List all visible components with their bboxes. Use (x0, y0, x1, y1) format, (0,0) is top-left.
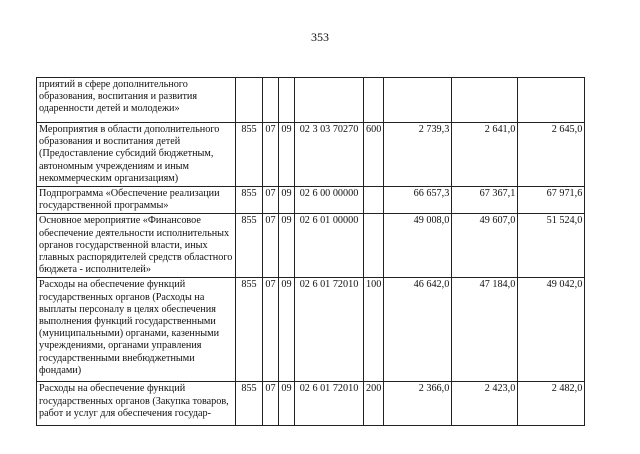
amount-year-3: 2 645,0 (518, 123, 585, 187)
amount-year-2: 49 607,0 (452, 214, 518, 278)
amount-year-2: 67 367,1 (452, 187, 518, 214)
table-row (37, 187, 585, 214)
target-article-code: 02 6 01 72010 (295, 382, 364, 426)
ministry-code (236, 78, 263, 123)
section-code: 07 (263, 123, 279, 187)
row-name: Расходы на обеспечение функций государственных органов (Закупка товаров, работ и услуг для обеспечения государ- (37, 382, 236, 426)
amount-year-3: 2 482,0 (518, 382, 585, 426)
amount-year-3 (518, 78, 585, 123)
row-name: приятий в сфере дополнительного образования, воспитания и развития одаренности детей и молодежи» (37, 78, 236, 123)
expense-type-code (364, 214, 384, 278)
budget-table (36, 77, 585, 426)
subsection-code: 09 (279, 278, 295, 382)
subsection-code: 09 (279, 214, 295, 278)
amount-year-3: 67 971,6 (518, 187, 585, 214)
section-code: 07 (263, 187, 279, 214)
section-code: 07 (263, 278, 279, 382)
target-article-code: 02 3 03 70270 (295, 123, 364, 187)
target-article-code (295, 78, 364, 123)
amount-year-1: 2 739,3 (384, 123, 452, 187)
amount-year-2: 47 184,0 (452, 278, 518, 382)
amount-year-1: 66 657,3 (384, 187, 452, 214)
amount-year-3: 49 042,0 (518, 278, 585, 382)
table-row (37, 278, 585, 382)
row-name: Подпрограмма «Обеспечение реализации государственной программы» (37, 187, 236, 214)
subsection-code: 09 (279, 382, 295, 426)
section-code: 07 (263, 214, 279, 278)
expense-type-code: 600 (364, 123, 384, 187)
page-number: 353 (311, 30, 329, 44)
amount-year-2 (452, 78, 518, 123)
expense-type-code (364, 187, 384, 214)
amount-year-1 (384, 78, 452, 123)
amount-year-2: 2 423,0 (452, 382, 518, 426)
ministry-code: 855 (236, 382, 263, 426)
subsection-code: 09 (279, 123, 295, 187)
amount-year-1: 2 366,0 (384, 382, 452, 426)
ministry-code: 855 (236, 123, 263, 187)
amount-year-1: 46 642,0 (384, 278, 452, 382)
target-article-code: 02 6 01 00000 (295, 214, 364, 278)
section-code: 07 (263, 382, 279, 426)
expense-type-code (364, 78, 384, 123)
table-row (37, 382, 585, 426)
expense-type-code: 100 (364, 278, 384, 382)
ministry-code: 855 (236, 214, 263, 278)
target-article-code: 02 6 00 00000 (295, 187, 364, 214)
section-code (263, 78, 279, 123)
target-article-code: 02 6 01 72010 (295, 278, 364, 382)
table-row (37, 123, 585, 187)
expense-type-code: 200 (364, 382, 384, 426)
row-name: Мероприятия в области дополнительного образования и воспитания детей (Предоставление субсидий бюджетным, автономным учреждениям и иным некоммерческим организациям) (37, 123, 236, 187)
table-row (37, 214, 585, 278)
ministry-code: 855 (236, 278, 263, 382)
amount-year-1: 49 008,0 (384, 214, 452, 278)
row-name: Расходы на обеспечение функций государственных органов (Расходы на выплаты персоналу в целях обеспечения выполнения функций государственными (муниципальными) органами, казенными учреждениями, органами управления государственными внебюджетными фондами) (37, 278, 236, 382)
table-row (37, 78, 585, 123)
amount-year-3: 51 524,0 (518, 214, 585, 278)
ministry-code: 855 (236, 187, 263, 214)
row-name: Основное мероприятие «Финансовое обеспечение деятельности исполнительных органов государственной власти, иных главных распорядителей средств областного бюджета - исполнителей» (37, 214, 236, 278)
amount-year-2: 2 641,0 (452, 123, 518, 187)
subsection-code: 09 (279, 187, 295, 214)
subsection-code (279, 78, 295, 123)
